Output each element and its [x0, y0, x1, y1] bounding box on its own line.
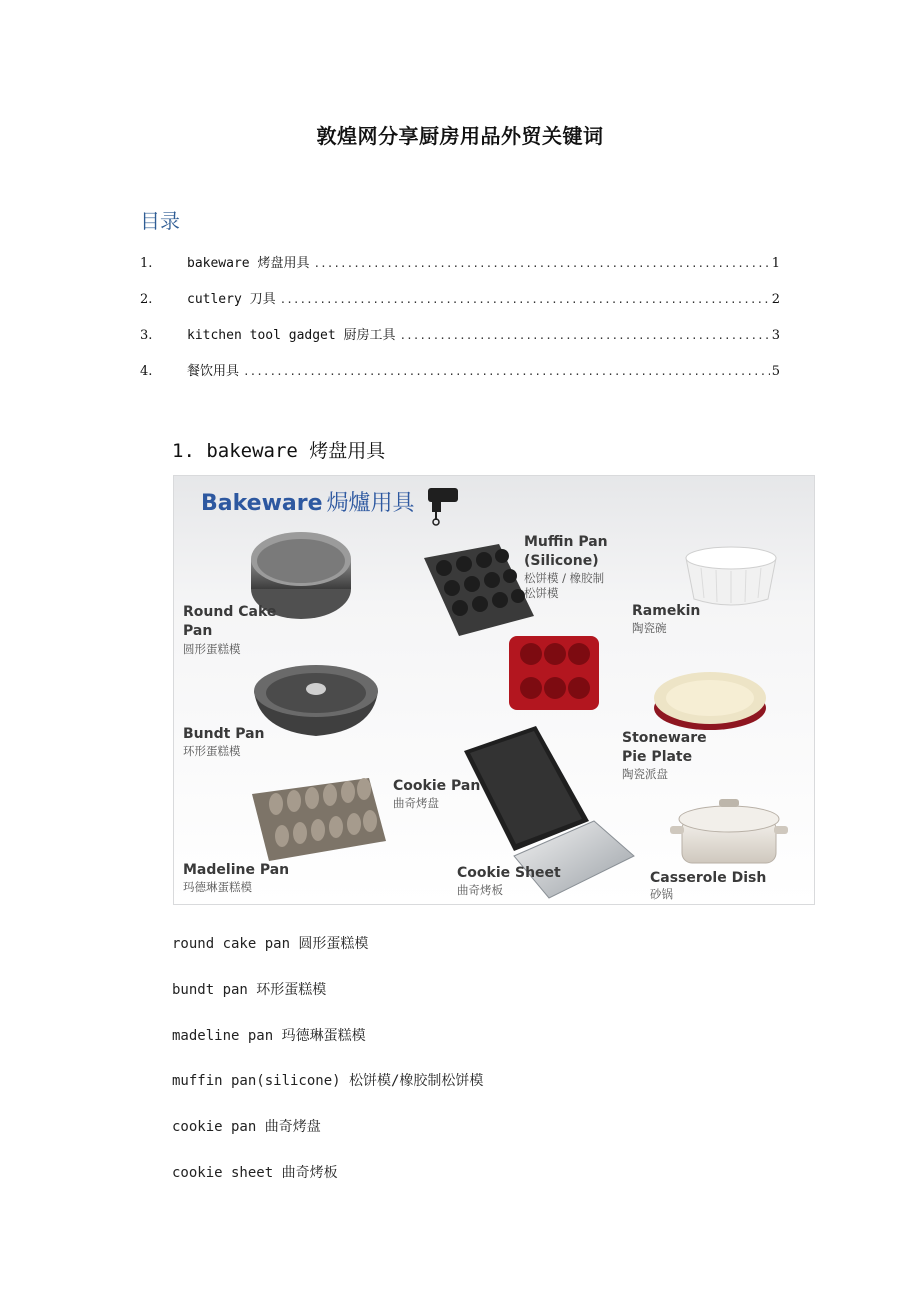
toc-leader-dots [313, 257, 769, 270]
figure-title-cn: 焗爐用具 [326, 491, 415, 516]
keyword-line: madeline pan 玛德琳蛋糕模 [172, 1028, 366, 1044]
toc-entry-label[interactable]: cutlery 刀具 [187, 292, 276, 307]
toc-entry[interactable] [140, 288, 780, 324]
casserole-dish-label: Casserole Dish [650, 870, 767, 886]
round-cake-pan-label: Round Cake Pan [183, 604, 277, 639]
toc-entry-page: 5 [771, 364, 780, 379]
keyword-line: bundt pan 环形蛋糕模 [172, 982, 327, 998]
cookie-sheet-label: Cookie Sheet [457, 865, 561, 881]
keyword-line: muffin pan(silicone) 松饼模/橡胶制松饼模 [172, 1073, 484, 1089]
toc-heading: 目录 [140, 209, 180, 233]
hand-mixer-icon [428, 488, 458, 525]
pie-plate-label-cn: 陶瓷派盘 [622, 767, 668, 781]
keyword-line: round cake pan 圆形蛋糕模 [172, 936, 369, 952]
muffin-pan-label-cn: 松饼模 / 橡胶制 松饼模 [524, 571, 605, 600]
toc-entry-page: 2 [771, 292, 780, 307]
muffin-pan-label: Muffin Pan (Silicone) [524, 534, 608, 569]
round-cake-pan-label-cn: 圆形蛋糕模 [183, 642, 241, 656]
toc-entry-label[interactable]: kitchen tool gadget 厨房工具 [187, 328, 396, 343]
section-heading-bakeware: 1. bakeware 烤盘用具 [172, 440, 386, 462]
toc-entry-page: 3 [771, 328, 780, 343]
casserole-dish-label-cn: 砂锅 [650, 887, 673, 901]
silicone-muffin-pan-image [509, 636, 599, 710]
toc-entry-label[interactable]: 餐饮用具 [187, 364, 240, 379]
table-of-contents [140, 252, 780, 396]
figure-title-en: Bakeware [201, 491, 323, 516]
pie-plate-label: Stoneware Pie Plate [622, 730, 707, 765]
toc-entry[interactable] [140, 252, 780, 288]
madeline-pan-label-cn: 玛德琳蛋糕模 [183, 880, 252, 894]
bakeware-illustration [174, 476, 815, 905]
ramekin-label-cn: 陶瓷碗 [632, 621, 667, 635]
casserole-dish-image [670, 799, 788, 863]
cookie-sheet-label-cn: 曲奇烤板 [457, 883, 503, 897]
cookie-pan-label: Cookie Pan [393, 778, 481, 794]
toc-entry-number: 3. [140, 328, 153, 343]
bundt-pan-label: Bundt Pan [183, 726, 265, 742]
toc-entry-label[interactable]: bakeware 烤盘用具 [187, 256, 310, 271]
bundt-pan-label-cn: 环形蛋糕模 [183, 744, 241, 758]
bakeware-figure [173, 475, 815, 905]
toc-entry-number: 2. [140, 292, 153, 307]
document-title: 敦煌网分享厨房用品外贸关键词 [316, 124, 604, 148]
toc-entry[interactable] [140, 360, 780, 396]
ramekin-image [686, 547, 776, 605]
bundt-pan-image [254, 665, 378, 736]
keyword-line: cookie pan 曲奇烤盘 [172, 1119, 321, 1135]
stoneware-pie-plate-image [654, 672, 766, 730]
muffin-pan-image [424, 544, 534, 636]
figure-title [201, 486, 415, 517]
toc-entry-page: 1 [771, 256, 780, 271]
toc-entry-number: 4. [140, 364, 153, 379]
ramekin-label: Ramekin [632, 603, 701, 619]
toc-leader-dots [243, 365, 770, 378]
keyword-line: cookie sheet 曲奇烤板 [172, 1165, 338, 1181]
toc-entry[interactable] [140, 324, 780, 360]
toc-leader-dots [400, 329, 770, 342]
toc-entry-number: 1. [140, 256, 153, 271]
madeline-pan-label: Madeline Pan [183, 862, 290, 878]
toc-leader-dots [280, 293, 770, 306]
madeline-pan-image [252, 778, 386, 861]
cookie-pan-label-cn: 曲奇烤盘 [393, 796, 439, 810]
